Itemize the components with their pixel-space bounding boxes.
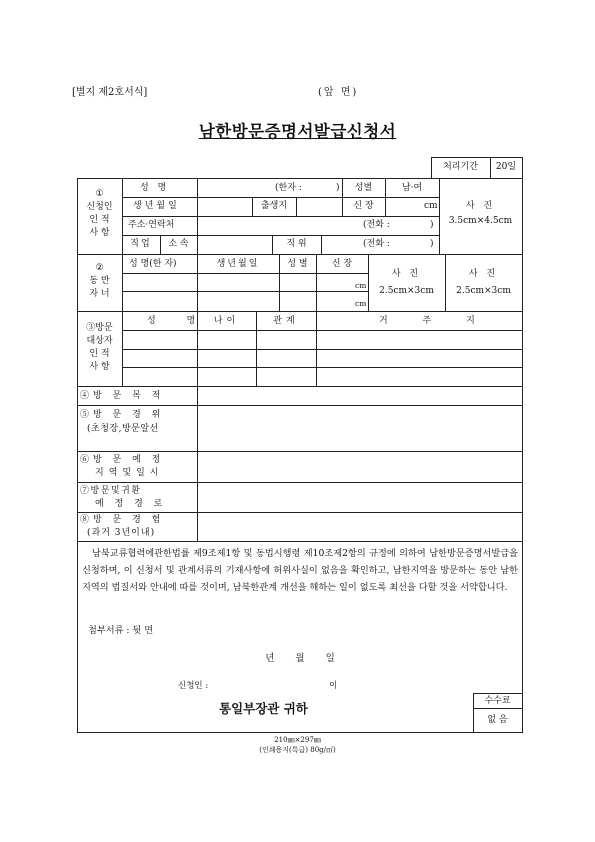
row-7-note: 예 정 경 로 xyxy=(95,499,167,509)
s2-photo1-label: 사 진 xyxy=(391,269,422,279)
s1-hanja-label: (한자 : xyxy=(275,183,302,193)
application-date: 년 월 일 xyxy=(265,653,335,664)
applicant-label: 신청인 : xyxy=(178,681,209,691)
s1-sex-value: 남·여 xyxy=(401,183,423,193)
fee-label: 수수료 xyxy=(484,696,511,706)
row-6-note: 지역및일시 xyxy=(95,468,164,478)
s1-birthplace-label: 출생지 xyxy=(260,201,288,211)
fee-value: 없 음 xyxy=(487,715,508,725)
s1-hanja-close: ) xyxy=(336,183,340,193)
s3-age-label: 나이 xyxy=(213,316,240,326)
s1-photo-size: 3.5cm×4.5cm xyxy=(448,216,513,226)
processing-period-value: 20일 xyxy=(495,162,517,172)
s1-job-label: 직업 xyxy=(130,239,152,249)
processing-period-label: 처리기간 xyxy=(443,162,478,172)
s3-residence-label: 거 주 지 xyxy=(379,316,491,326)
paper-size: 210㎜×297㎜ xyxy=(274,736,321,744)
s1-sex-label: 성별 xyxy=(354,183,373,193)
s1-phone-label: (전화 : xyxy=(363,220,390,230)
declaration-text: 남북교류협력에관한법률 제9조제1항 및 동법시행령 제10조제2항의 규정에 의하여 남한방문증명서발급을 신청하며, 이 신청서 및 관계서류의 기재사항에 허위사실이 없음을 확인하고, 남한지역을 방문하는 동안 남한지역의 법질서와 안내에 따를 것이며, 남북한관계 개선을 해하는 일이 없도록 최선을 다할 것을 서약합니다. xyxy=(82,548,518,594)
s1-birth-label: 생년월일 xyxy=(133,201,180,211)
front-side-label: (앞 면) xyxy=(318,87,359,98)
attachments-note: 첨부서류 : 뒷 면 xyxy=(88,625,154,636)
s2-height-label: 신 장 xyxy=(331,259,353,269)
row-6-schedule: ⑥방 문 예 정 xyxy=(80,455,165,465)
s3-name-label: 성 명 xyxy=(147,316,210,326)
row-8-note: (과거 3년이내) xyxy=(87,528,156,538)
s3-relation-label: 관계 xyxy=(273,316,299,326)
section-3-label: ③방문 대상자 인 적 사 항 xyxy=(86,323,113,372)
s2-photo1-size: 2.5cm×3cm xyxy=(379,286,434,296)
s1-phone-close: ) xyxy=(430,220,434,230)
row-5-note: (초청장,방문알선 xyxy=(87,424,159,434)
s2-photo2-label: 사 진 xyxy=(468,269,499,279)
s1-photo-label: 사 진 xyxy=(465,201,496,211)
section-1-label: ① 신청인 인 적 사 항 xyxy=(86,189,113,238)
row-4-purpose: ④방 문 목 적 xyxy=(80,391,165,401)
form-number: [별지 제2호서식] xyxy=(72,87,148,98)
document-title: 남한방문증명서발급신청서 xyxy=(198,122,397,141)
s2-photo2-size: 2.5cm×3cm xyxy=(456,286,511,296)
s1-affiliation-label: 소 속 xyxy=(168,239,189,249)
row-5-background: ⑤방 문 경 위 xyxy=(80,410,165,420)
row-7-route: ⑦방문및귀환 xyxy=(80,486,142,496)
s1-name-label: 성 명 xyxy=(140,183,170,193)
paper-spec: (인쇄용지(특급) 80g/㎡) xyxy=(259,746,336,754)
s1-position-label: 직 위 xyxy=(286,239,307,249)
s2-birth-label: 생년월일 xyxy=(216,259,260,269)
seal-mark: 이 xyxy=(329,681,338,691)
s2-sex-label: 성 별 xyxy=(287,259,308,269)
s1-cm-unit: cm xyxy=(424,201,438,211)
row-8-experience: ⑧방 문 경 험 xyxy=(80,515,165,525)
s1-address-label: 주소·연락처 xyxy=(128,220,175,230)
s2-name-label: 성 명(한 자) xyxy=(129,259,177,269)
section-2-label: ② 동 반 자 너 xyxy=(89,263,110,299)
s1-phone2-close: ) xyxy=(430,239,434,249)
s1-height-label: 신 장 xyxy=(353,201,374,211)
s2-cm-unit-2: cm xyxy=(355,299,367,308)
s1-phone2-label: (전화 : xyxy=(363,239,390,249)
s2-cm-unit-1: cm xyxy=(355,281,367,290)
recipient-line: 통일부장관 귀하 xyxy=(219,701,308,716)
